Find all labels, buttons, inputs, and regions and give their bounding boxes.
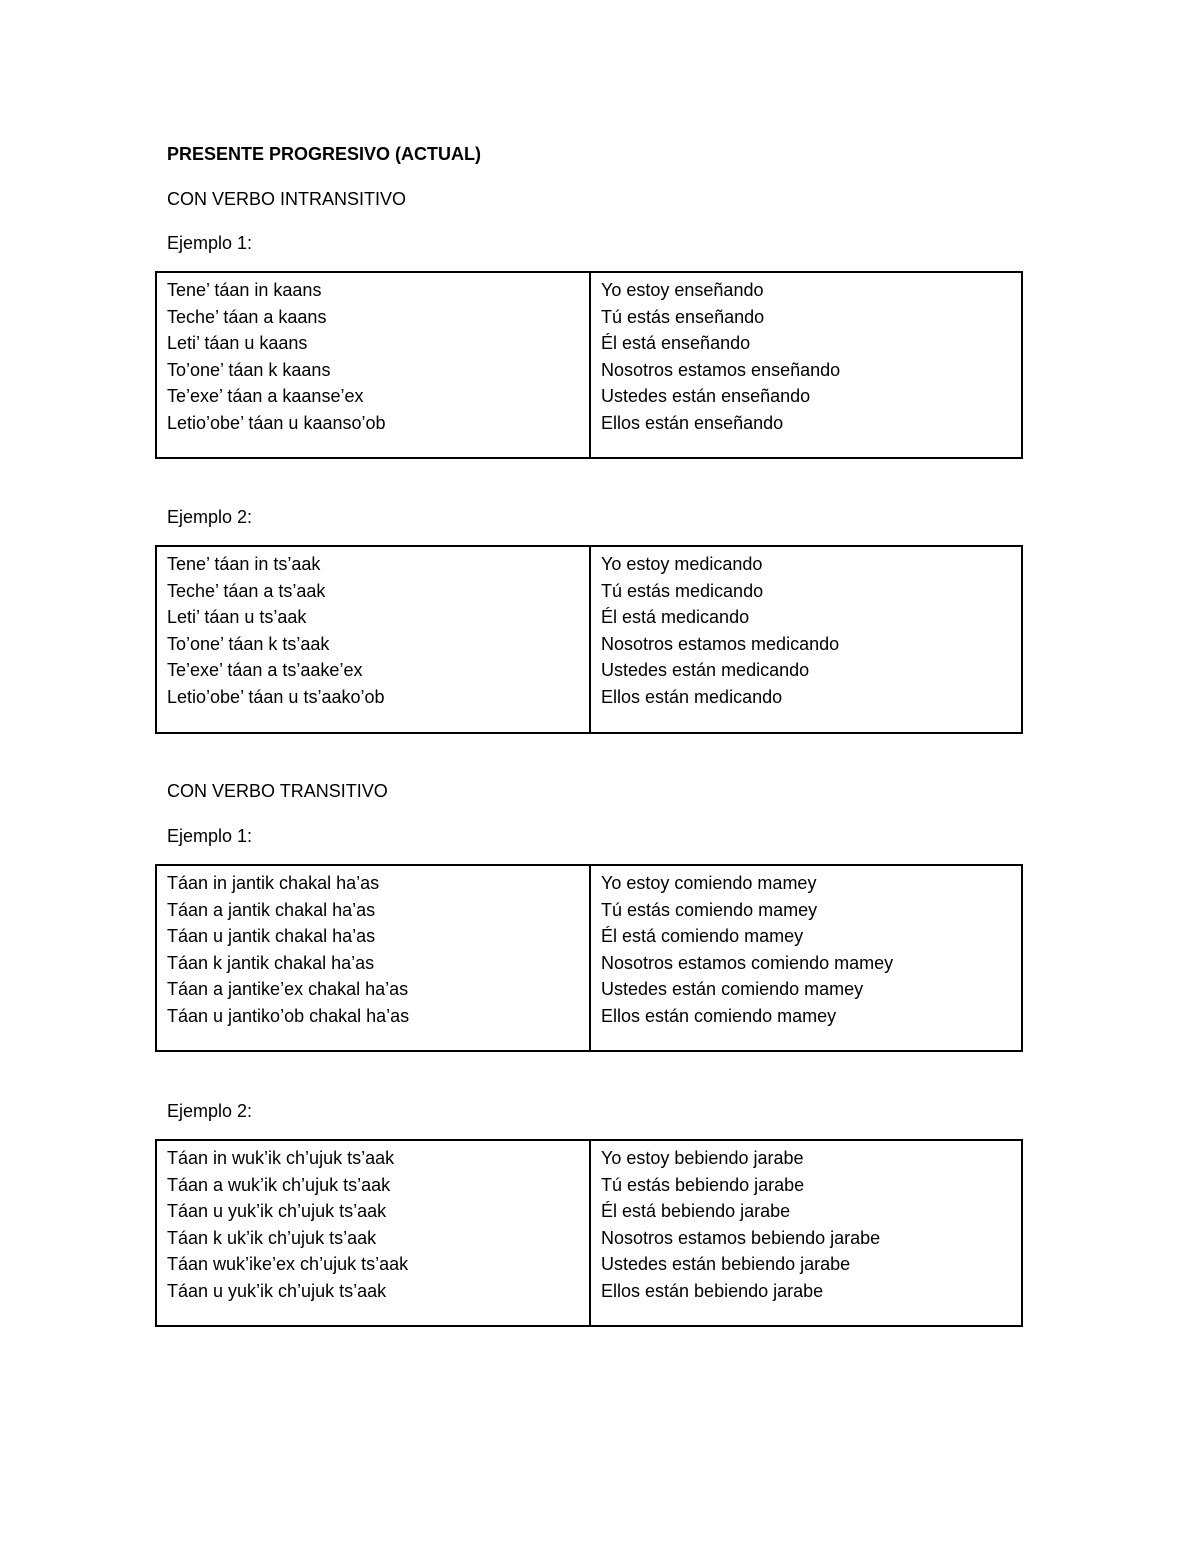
spanish-column — [590, 272, 1022, 458]
maya-line: Táan a wuk’ik ch’ujuk ts’aak — [167, 1174, 391, 1195]
maya-line: Táan k jantik chakal ha’as — [167, 952, 375, 973]
maya-column — [156, 1140, 590, 1326]
maya-line: Te’exe’ táan a kaanse’ex — [167, 386, 364, 406]
spanish-line: Ellos están enseñando — [601, 412, 784, 433]
maya-column — [156, 865, 590, 1051]
maya-line: Letio’obe’ táan u ts’aako’ob — [167, 686, 385, 707]
table-row — [156, 865, 1022, 1051]
maya-line: Táan a jantik chakal ha’as — [167, 899, 376, 920]
spanish-line: Yo estoy medicando — [601, 554, 763, 574]
page-title: PRESENTE PROGRESIVO (ACTUAL) — [167, 144, 482, 164]
maya-line: Táan in wuk’ik ch’ujuk ts’aak — [167, 1148, 395, 1168]
example-label: Ejemplo 2: — [167, 507, 253, 527]
spanish-line: Ustedes están medicando — [601, 660, 810, 680]
spanish-line: Él está medicando — [601, 607, 750, 627]
spanish-line: Ustedes están comiendo mamey — [601, 979, 864, 999]
spanish-line: Yo estoy comiendo mamey — [601, 873, 817, 893]
spanish-line: Ellos están medicando — [601, 686, 783, 707]
spanish-line: Ustedes están enseñando — [601, 386, 811, 406]
maya-column — [156, 272, 590, 458]
maya-line: Táan u yuk’ik ch’ujuk ts’aak — [167, 1201, 387, 1221]
spanish-line: Él está enseñando — [601, 333, 751, 353]
spanish-line: Ustedes están bebiendo jarabe — [601, 1254, 851, 1274]
section-heading-intransitive: CON VERBO INTRANSITIVO — [167, 189, 407, 209]
spanish-column — [590, 1140, 1022, 1326]
maya-line: To’one’ táan k ts’aak — [167, 633, 330, 654]
maya-line: Tene’ táan in ts’aak — [167, 554, 321, 574]
spanish-line: Ellos están bebiendo jarabe — [601, 1280, 824, 1301]
table-row — [156, 546, 1022, 733]
table-row — [156, 272, 1022, 458]
section-heading-transitive: CON VERBO TRANSITIVO — [167, 781, 388, 801]
spanish-line: Yo estoy enseñando — [601, 280, 764, 300]
maya-line: Tene’ táan in kaans — [167, 280, 322, 300]
maya-line: Táan in jantik chakal ha’as — [167, 873, 380, 893]
maya-column — [156, 546, 590, 733]
example-label: Ejemplo 1: — [167, 233, 253, 253]
maya-line: Teche’ táan a ts’aak — [167, 580, 326, 601]
spanish-line: Nosotros estamos comiendo mamey — [601, 952, 894, 973]
maya-line: Leti’ táan u kaans — [167, 333, 308, 353]
spanish-line: Nosotros estamos medicando — [601, 633, 840, 654]
maya-line: Letio’obe’ táan u kaanso’ob — [167, 412, 386, 433]
maya-line: Táan wuk’ike’ex ch’ujuk ts’aak — [167, 1254, 409, 1274]
example-label: Ejemplo 1: — [167, 826, 253, 846]
maya-line: Teche’ táan a kaans — [167, 306, 327, 327]
maya-line: Táan u yuk’ik ch’ujuk ts’aak — [167, 1280, 387, 1301]
conjugation-table — [155, 864, 1023, 1052]
spanish-line: Tú estás bebiendo jarabe — [601, 1174, 805, 1195]
maya-line: Te’exe’ táan a ts’aake’ex — [167, 660, 363, 680]
spanish-line: Yo estoy bebiendo jarabe — [601, 1148, 804, 1168]
maya-line: Leti’ táan u ts’aak — [167, 607, 307, 627]
maya-line: To’one’ táan k kaans — [167, 359, 331, 380]
example-label: Ejemplo 2: — [167, 1101, 253, 1121]
spanish-line: Él está comiendo mamey — [601, 926, 804, 946]
spanish-line: Nosotros estamos enseñando — [601, 359, 841, 380]
spanish-line: Tú estás medicando — [601, 580, 764, 601]
conjugation-table — [155, 545, 1023, 734]
conjugation-table — [155, 1139, 1023, 1327]
conjugation-table — [155, 271, 1023, 459]
spanish-line: Ellos están comiendo mamey — [601, 1005, 837, 1026]
spanish-line: Tú estás enseñando — [601, 306, 765, 327]
spanish-column — [590, 865, 1022, 1051]
spanish-line: Tú estás comiendo mamey — [601, 899, 818, 920]
spanish-line: Nosotros estamos bebiendo jarabe — [601, 1227, 881, 1248]
maya-line: Táan k uk’ik ch’ujuk ts’aak — [167, 1227, 377, 1248]
maya-line: Táan a jantike’ex chakal ha’as — [167, 979, 409, 999]
spanish-column — [590, 546, 1022, 733]
spanish-line: Él está bebiendo jarabe — [601, 1201, 791, 1221]
table-row — [156, 1140, 1022, 1326]
maya-line: Táan u jantik chakal ha’as — [167, 926, 376, 946]
maya-line: Táan u jantiko’ob chakal ha’as — [167, 1005, 410, 1026]
